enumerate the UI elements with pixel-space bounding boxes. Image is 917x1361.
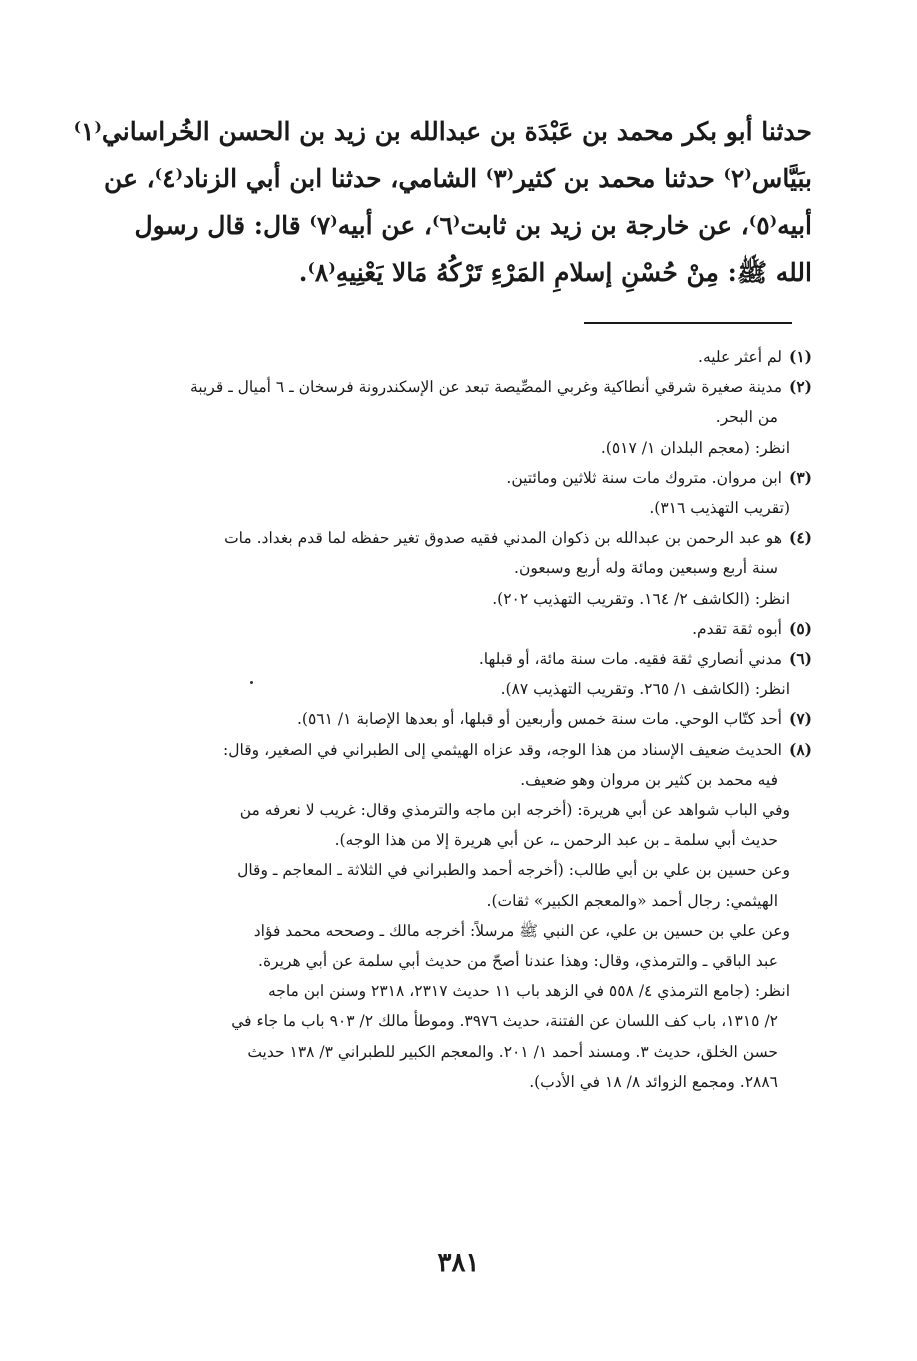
footnote-line — [100, 584, 812, 614]
footnote-line — [100, 463, 812, 493]
footnote-text: سنة أربع وسبعين ومائة وله أربع وسبعون. — [514, 559, 778, 578]
footnote-line — [100, 553, 812, 583]
footnote-line — [100, 946, 812, 976]
hadith-line: ببَيَّاس⁽٢⁾ حدثنا محمد بن كثير⁽٣⁾ الشامي، حدثنا ابن أبي الزناد⁽٤⁾، عن — [103, 164, 812, 193]
footnote-text: أحد كتّاب الوحي. مات سنة خمس وأربعين أو قبلها، أو بعدها الإصابة ١/ ٥٦١). — [296, 710, 782, 729]
footnote-text: لم أعثر عليه. — [698, 348, 782, 366]
footnote-line — [100, 825, 812, 855]
hadith-line: حدثنا أبو بكر محمد بن عَبْدَة بن عبدالله بن زيد بن الحسن الخُراساني⁽١⁾ — [73, 117, 812, 146]
footnotes — [100, 342, 812, 1097]
hadith-line: أبيه⁽٥⁾، عن خارجة بن زيد بن ثابت⁽٦⁾، عن أبيه⁽٧⁾ قال: قال رسول — [134, 211, 812, 240]
page-number: ٣٨١ — [437, 1248, 480, 1278]
footnote-line — [100, 493, 812, 523]
footnote-line — [100, 795, 812, 825]
footnote-text: حديث أبي سلمة ـ بن عبد الرحمن ـ، عن أبي هريرة إلا من هذا الوجه). — [334, 831, 778, 850]
footnote-line — [100, 1067, 812, 1097]
footnote-text: وفي الباب شواهد عن أبي هريرة: (أخرجه ابن ماجه والترمذي وقال: غريب لا نعرفه من — [239, 801, 790, 820]
footnote-number: (٨) — [788, 739, 812, 759]
footnote-number: (٧) — [788, 709, 812, 729]
footnote-divider — [584, 322, 792, 324]
footnote-line — [100, 916, 812, 946]
footnote-line — [100, 342, 812, 372]
footnote-line — [100, 765, 812, 795]
footnote-text: (تقريب التهذيب ٣١٦). — [649, 499, 790, 518]
footnote-line — [100, 735, 812, 765]
footnote-line — [100, 614, 812, 644]
footnote-text: ٢٨٨٦. ومجمع الزوائد ٨/ ١٨ في الأدب). — [529, 1072, 778, 1091]
footnote-number: (٥) — [788, 618, 812, 638]
hadith-line: الله ﷺ: مِنْ حُسْنِ إسلامِ المَرْءِ تَرْكُهُ مَالا يَعْنِيهِ⁽٨⁾. — [298, 258, 812, 287]
footnote-text: مدينة صغيرة شرقي أنطاكية وغربي المصِّيصة تبعد عن الإسكندرونة فرسخان ـ ٦ أميال ـ قريبة — [190, 378, 782, 397]
footnote-line — [100, 372, 812, 402]
footnote-line — [100, 433, 812, 463]
footnote-line — [100, 886, 812, 916]
footnote-line — [100, 1037, 812, 1067]
footnote-number: (٦) — [788, 649, 812, 669]
footnote-line — [100, 523, 812, 553]
footnote-number: (٣) — [788, 467, 812, 487]
footnote-text: أبوه ثقة تقدم. — [692, 619, 782, 638]
footnote-text: مدني أنصاري ثقة فقيه. مات سنة مائة، أو قبلها. — [478, 650, 782, 669]
footnote-text: وعن حسين بن علي بن أبي طالب: (أخرجه أحمد والطبراني في الثلاثة ـ المعاجم ـ وقال — [237, 861, 790, 880]
footnote-text: انظر: (جامع الترمذي ٤/ ٥٥٨ في الزهد باب ١١ حديث ٢٣١٧، ٢٣١٨ وسنن ابن ماجه — [267, 982, 790, 1001]
footnote-text: انظر: (الكاشف ٢/ ١٦٤. وتقريب التهذيب ٢٠٢). — [492, 589, 790, 608]
footnote-number: (٢) — [788, 377, 812, 397]
footnote-line — [100, 644, 812, 674]
footnote-line — [100, 704, 812, 734]
footnote-text: عبد الباقي ـ والترمذي، وقال: وهذا عندنا أصحّ من حديث أبي سلمة عن أبي هريرة. — [258, 952, 778, 971]
footnote-number: (٤) — [788, 528, 812, 548]
footnote-text: ٢/ ١٣١٥، باب كف اللسان عن الفتنة، حديث ٣٩٧٦. وموطأ مالك ٢/ ٩٠٣ باب ما جاء في — [231, 1012, 778, 1031]
footnote-line — [100, 402, 812, 432]
footnote-text: الحديث ضعيف الإسناد من هذا الوجه، وقد عزاه الهيثمي إلى الطبراني في الصغير، وقال: — [223, 740, 782, 759]
footnote-text: انظر: (معجم البلدان ١/ ٥١٧). — [600, 438, 790, 457]
footnote-line — [100, 1006, 812, 1036]
print-speck — [250, 681, 253, 684]
footnote-text: هو عبد الرحمن بن عبدالله بن ذكوان المدني فقيه صدوق تغير حفظه لما قدم بغداد. مات — [224, 529, 782, 548]
footnote-text: ابن مروان. متروك مات سنة ثلاثين ومائتين. — [506, 468, 782, 487]
footnote-line — [100, 674, 812, 704]
footnote-text: من البحر. — [715, 408, 778, 427]
footnote-text: الهيثمي: رجال أحمد «والمعجم الكبير» ثقات). — [486, 891, 778, 910]
footnote-text: حسن الخلق، حديث ٣. ومسند أحمد ١/ ٢٠١. والمعجم الكبير للطبراني ٣/ ١٣٨ حديث — [247, 1042, 778, 1061]
footnote-text: وعن علي بن حسين بن علي، عن النبي ﷺ مرسلاً: أخرجه مالك ـ وصححه محمد فؤاد — [253, 921, 790, 940]
footnote-text: انظر: (الكاشف ١/ ٢٦٥. وتقريب التهذيب ٨٧). — [500, 680, 790, 699]
hadith-text — [73, 108, 812, 296]
footnote-line — [100, 976, 812, 1006]
footnote-text: فيه محمد بن كثير بن مروان وهو ضعيف. — [520, 770, 778, 789]
footnote-line — [100, 855, 812, 885]
footnote-number: (١) — [788, 347, 812, 366]
